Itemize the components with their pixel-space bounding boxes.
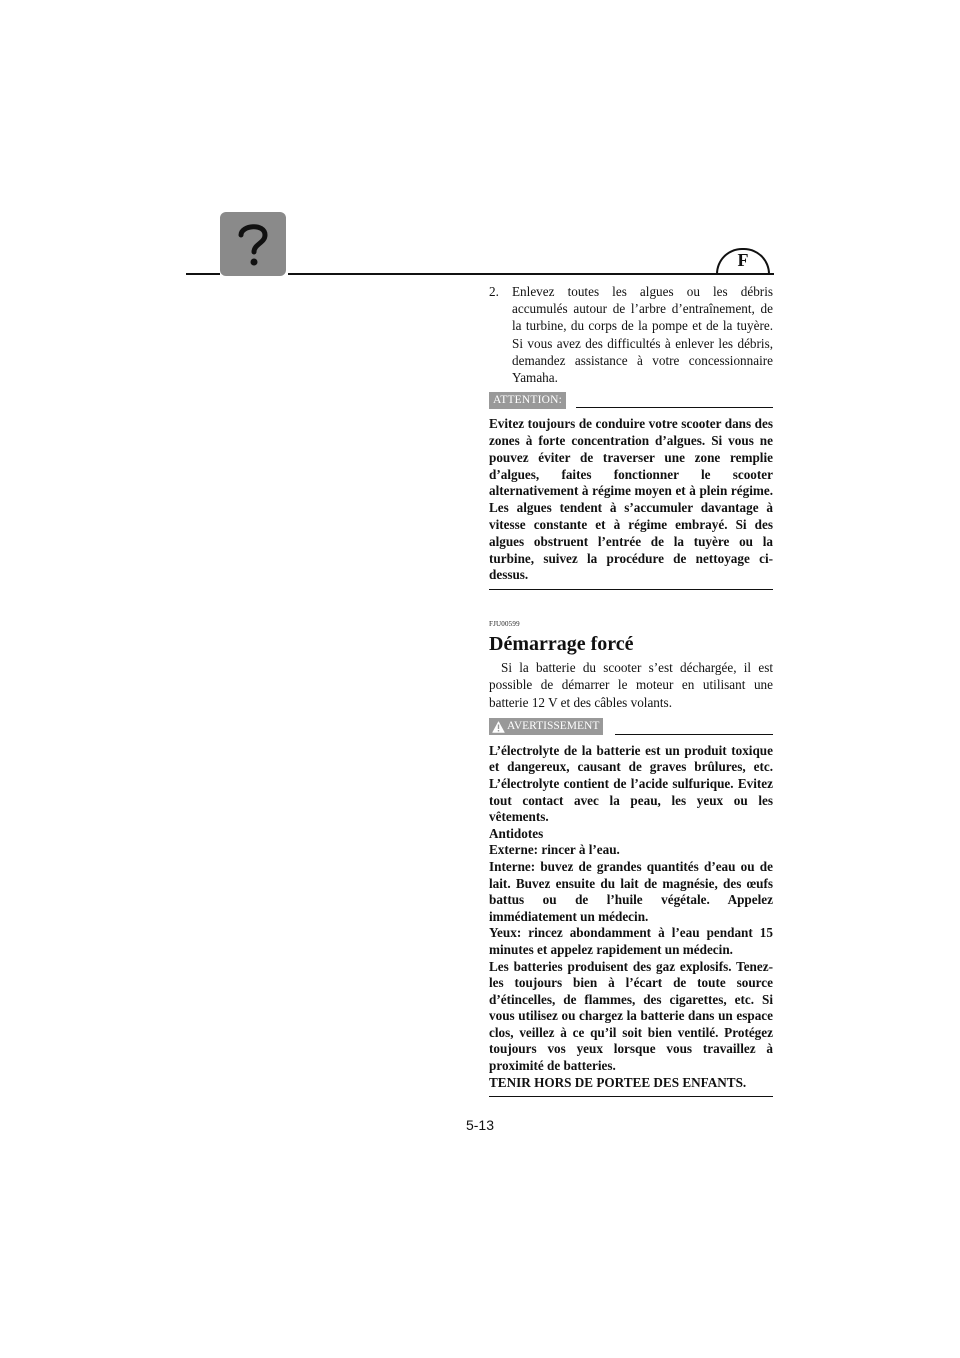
page-number: 5-13	[465, 1117, 495, 1133]
warning-header	[489, 717, 773, 737]
content-column	[489, 283, 773, 1097]
warning-line: L’électrolyte de la batterie est un produit toxique et dangereux, causant de graves brûlures, etc. L’électrolyte contient de l’acide sulfurique. Evitez tout contact avec la peau, les yeux ou les vêtements.	[489, 742, 773, 825]
language-label: F	[737, 250, 749, 270]
attention-header-rule	[576, 407, 773, 408]
warning-end-rule	[489, 1096, 773, 1097]
header-rule-right	[288, 273, 774, 275]
warning-line: Externe: rincer à l’eau.	[489, 842, 620, 858]
warning-line: TENIR HORS DE PORTEE DES ENFANTS.	[489, 1074, 747, 1090]
section-intro: Si la batterie du scooter s’est déchargée, il est possible de démarrer le moteur en utilisant une batterie 12 V et des câbles volants.	[489, 660, 773, 710]
attention-text: Evitez toujours de conduire votre scooter dans des zones à forte concentration d’algues. Si vous ne pouvez éviter de traverser une zone remplie d’algues, faites fonctionner le scooter alternativement à régime moyen et à plein régime. Les algues tendent à s’accumuler davantage à vitesse constante et à régime embrayé. Si des algues obstruent l’entrée de la tuyère ou la turbine, suivez la procédure de nettoyage ci-dessus.	[489, 416, 773, 583]
attention-end-rule	[489, 589, 773, 590]
warning-line: Les batteries produisent des gaz explosifs. Tenez-les toujours bien à l’écart de toute source d’étincelles, de flammes, des cigarettes, etc. Si vous utilisez ou chargez la batterie dans un espace clos, veillez à ce qu’il soit bien ventilé. Protégez toujours vos yeux lorsque vous travaillez à proximité de batteries.	[489, 958, 773, 1074]
warning-line: Yeux: rincez abondamment à l’eau pendant 15 minutes et appelez rapidement un médecin.	[489, 925, 773, 957]
attention-label: ATTENTION:	[489, 392, 566, 409]
warning-triangle-icon	[492, 721, 505, 733]
warning-line: Interne: buvez de grandes quantités d’eau ou de lait. Buvez ensuite du lait de magnésie, des œufs battus ou de l’huile végétale. Appelez immédiatement un médecin.	[489, 858, 773, 924]
section-title: Démarrage forcé	[489, 633, 634, 656]
question-mark-icon	[220, 212, 286, 276]
section-code: FJU00599	[489, 620, 520, 629]
warning-header-rule	[615, 734, 773, 735]
step-text: Enlevez toutes les algues ou les débris accumulés autour de l’arbre d’entraînement, de la turbine, du corps de la pompe et de la tuyère. Si vous avez des difficultés à enlever les débris, demandez assistance à votre concessionnaire Yamaha.	[512, 284, 773, 386]
procedure-step-2	[489, 283, 773, 386]
header-rule-left	[186, 273, 220, 275]
step-number: 2.	[489, 284, 499, 299]
warning-line: Antidotes	[489, 825, 544, 841]
warning-body	[489, 743, 773, 1091]
attention-header	[489, 390, 773, 410]
warning-label-box	[489, 718, 603, 735]
warning-label: AVERTISSEMENT	[507, 720, 600, 733]
